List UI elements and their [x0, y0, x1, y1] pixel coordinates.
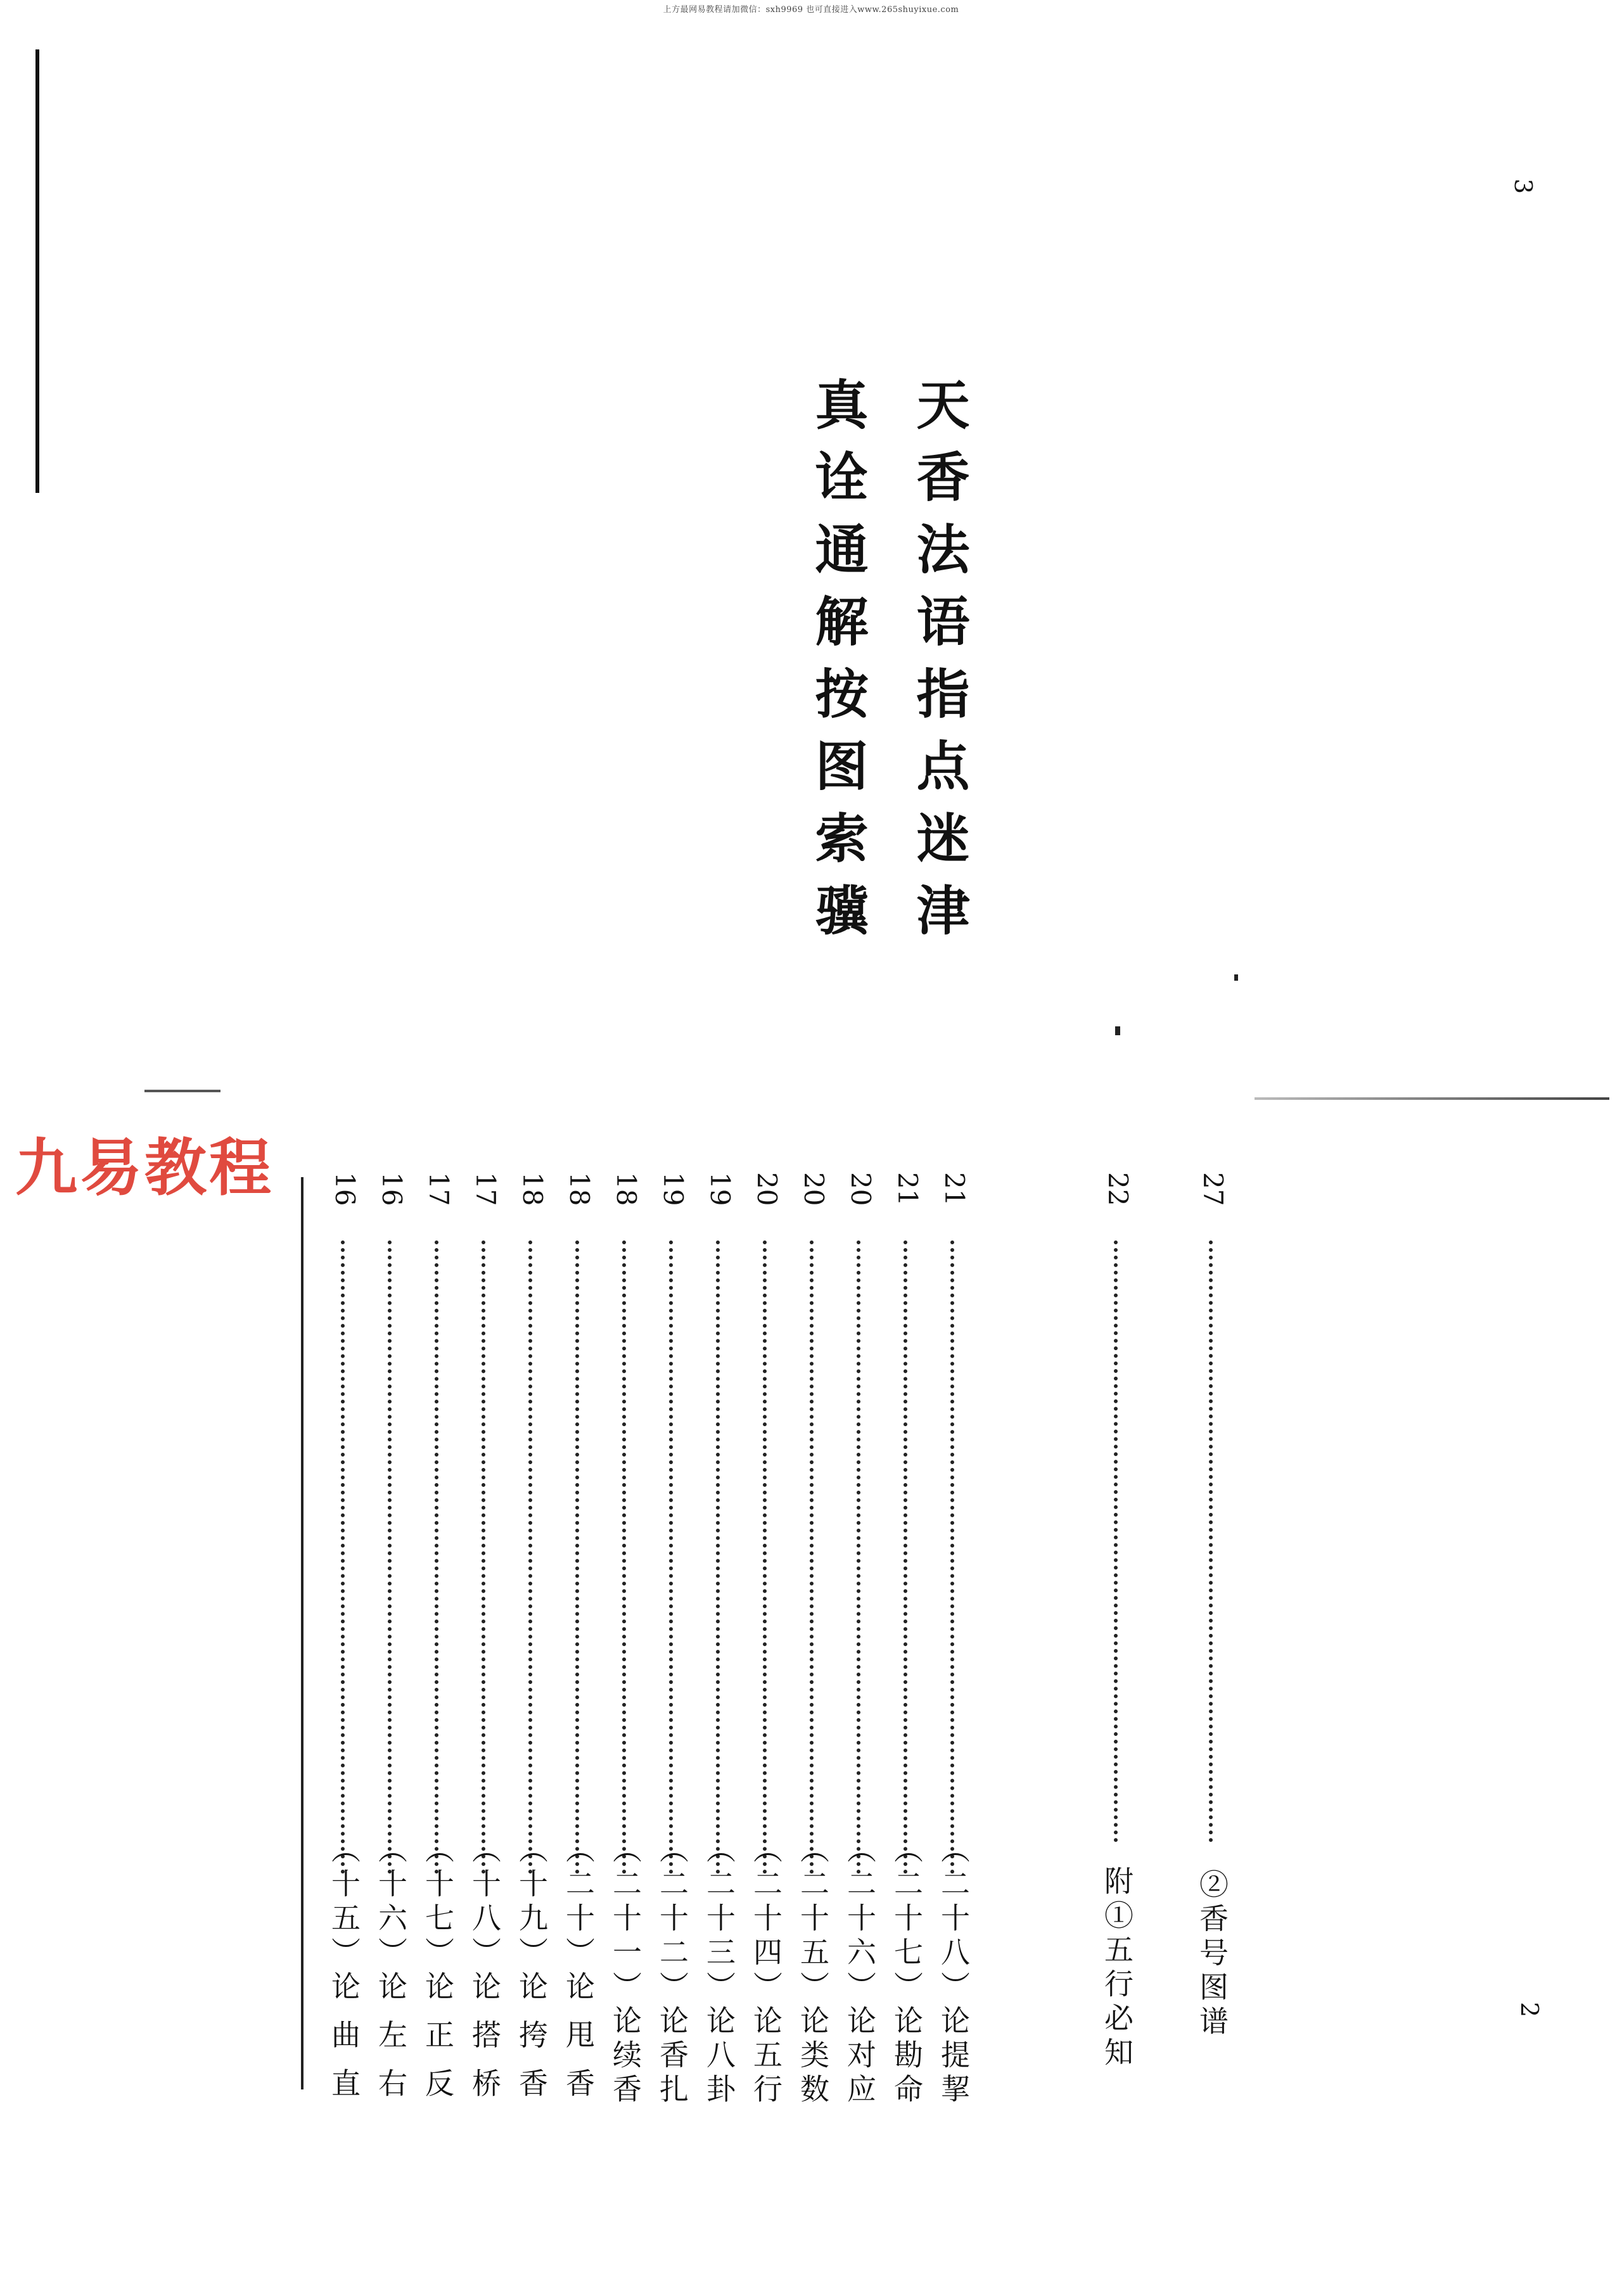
toc-leader-dots	[857, 1240, 860, 1874]
toc-leader-dots	[810, 1240, 814, 1874]
toc-entry-title: （二十六）论对应	[843, 1834, 877, 2108]
toc-leader-dots	[575, 1240, 579, 1874]
title-line-2: 天香法语指点迷津	[908, 377, 971, 955]
toc-entry-title: （二十三）论八卦	[702, 1834, 736, 2108]
toc-entry-title: （十五）论 曲 直	[327, 1834, 361, 2103]
toc-entry-title: （十八）论 搭 桥	[468, 1834, 502, 2103]
title-line-1: 真诠通解按图索骥	[807, 377, 869, 955]
toc-page-number: 21	[939, 1172, 970, 1206]
toc-page-number: 16	[376, 1172, 407, 1206]
right-page-number: 3	[1509, 178, 1538, 195]
toc-page-number: 19	[658, 1172, 689, 1206]
toc-leader-dots	[904, 1240, 907, 1874]
toc-page-number: 19	[705, 1172, 736, 1206]
toc-leader-dots	[341, 1240, 345, 1874]
appendix-entry-title: ②香号图谱	[1195, 1869, 1229, 2040]
toc-leader-dots	[388, 1240, 392, 1874]
toc-page-number: 17	[470, 1172, 501, 1206]
toc-page-number: 18	[517, 1172, 548, 1206]
scan-edge-line	[1255, 1097, 1609, 1100]
toc-page-number: 20	[751, 1172, 782, 1206]
appendix-page-number: 22	[1102, 1172, 1133, 1206]
toc-leader-dots	[435, 1240, 438, 1874]
watermark-logo: 九易教程	[15, 1132, 274, 1204]
header-note: 上方最网易教程请加微信：sxh9969 也可直接进入www.265shuyixue.com	[663, 5, 959, 15]
toc-entry-title: （二十五）论类数	[796, 1834, 830, 2108]
toc-entry-title: （十六）论 左 右	[374, 1834, 408, 2103]
toc-entry-title: （十七）论 正 反	[421, 1834, 455, 2103]
toc-page-number: 20	[798, 1172, 829, 1206]
toc-page-number: 20	[845, 1172, 876, 1206]
watermark-underline	[144, 1090, 220, 1092]
toc-entry-title: （十九）论 挎 香	[514, 1834, 549, 2103]
toc-side-rule	[301, 1177, 303, 2089]
toc-page-number: 16	[329, 1172, 361, 1206]
appendix-leader-dots	[1114, 1240, 1118, 1842]
appendix-leader-dots	[1209, 1240, 1213, 1842]
toc-entry-title: （二十七）论勘命	[890, 1834, 924, 2108]
toc-page-number: 17	[423, 1172, 454, 1206]
toc-entry-title: （二十二）论香扎	[655, 1834, 689, 2108]
scan-speck	[1115, 1026, 1120, 1035]
toc-leader-dots	[669, 1240, 673, 1874]
binding-edge-line	[35, 49, 39, 493]
toc-page-number: 18	[564, 1172, 595, 1206]
toc-entry-title: （二十八）论提挈	[936, 1834, 971, 2108]
toc-leader-dots	[482, 1240, 485, 1874]
toc-leader-dots	[763, 1240, 767, 1874]
left-page-number: 2	[1516, 2001, 1544, 2018]
toc-entry-title: （二十四）论五行	[749, 1834, 783, 2108]
toc-entry-title: （二十）论 甩 香	[561, 1834, 596, 2103]
toc-leader-dots	[716, 1240, 720, 1874]
toc-leader-dots	[528, 1240, 532, 1874]
scan-speck	[1234, 974, 1238, 981]
appendix-page-number: 27	[1197, 1172, 1229, 1206]
toc-page-number: 21	[892, 1172, 923, 1206]
toc-entry-title: （二十一）论续香	[608, 1834, 642, 2108]
appendix-entry-title: 附①五行必知	[1100, 1866, 1134, 2071]
toc-leader-dots	[950, 1240, 954, 1874]
toc-page-number: 18	[611, 1172, 642, 1206]
toc-leader-dots	[622, 1240, 626, 1874]
